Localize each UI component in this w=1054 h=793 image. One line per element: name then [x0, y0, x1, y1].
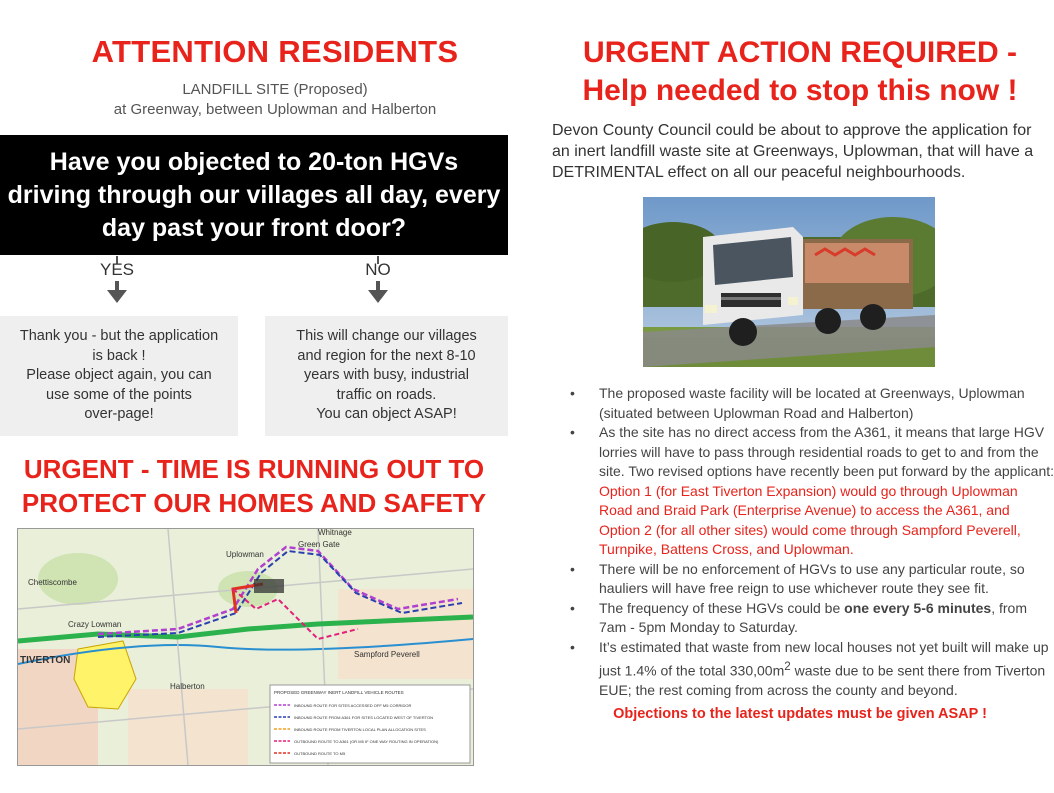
yes-text-line-1: Thank you - but the application	[19, 328, 219, 345]
subtitle-line-2: at Greenway, between Uplowman and Halberton	[113, 101, 437, 118]
yes-text-line-3: Please object again, you can	[26, 367, 212, 384]
svg-text:OUTBOUND ROUTE TO M5: OUTBOUND ROUTE TO M5	[294, 751, 346, 756]
svg-text:Chettiscombe: Chettiscombe	[28, 578, 77, 587]
yes-text-line-2: is back !	[92, 347, 146, 364]
truck-photo	[643, 197, 935, 367]
point-frequency-bold: one every 5-6 minutes	[844, 599, 992, 616]
point-location-text: The proposed waste facility will be located at Greenways, Uplowman (situated between Uplowman Road and Halberton)	[599, 385, 1025, 421]
question-line-3: day past your front door?	[101, 213, 407, 242]
point-enforcement	[570, 560, 1054, 599]
svg-text:INBOUND ROUTE FROM A361 FOR SI: INBOUND ROUTE FROM A361 FOR SITES LOCATED WEST OF TIVERTON	[294, 715, 433, 720]
no-text-line-3: years with busy, industrial	[304, 367, 469, 384]
svg-text:Crazy Lowman: Crazy Lowman	[68, 620, 122, 629]
route-map-svg	[18, 529, 473, 765]
svg-text:PROPOSED GREENWAY INERT LANDFI: PROPOSED GREENWAY INERT LANDFILL VEHICLE ROUTES	[274, 690, 404, 695]
point-access	[570, 423, 1054, 560]
yes-answer-box	[0, 316, 238, 436]
intro-paragraph: Devon County Council could be about to approve the application for an inert landfill waste site at Greenways, Uplowman, that will have a DETRIMENTAL effect on all our peaceful neighbourhoods.	[552, 122, 1034, 181]
question-box	[0, 135, 508, 255]
route-map	[17, 528, 474, 766]
point-location	[570, 384, 1054, 423]
urgent-time-line-1: URGENT - TIME IS RUNNING OUT TO	[23, 454, 485, 484]
point-frequency	[570, 599, 1054, 638]
point-frequency-text-b: , from 7am - 5pm Monday to Saturday.	[599, 599, 1027, 635]
point-waste-text-a: It’s estimated that waste from new local houses not yet built will make up just 1.4% of the total 330,00m	[599, 638, 1049, 679]
point-access-text: As the site has no direct access from the A361, it means that large HGV lorries will have to pass through residential roads to get to and from the site. Two revised options have recently been put forward by the applicant:	[599, 424, 1054, 479]
points-list	[570, 384, 1054, 701]
urgent-time-heading	[0, 452, 508, 520]
svg-text:OUTBOUND ROUTE TO A361 (OR M5: OUTBOUND ROUTE TO A361 (OR M5 IF ONE WAY ROUTING IN OPERATION)	[294, 739, 439, 744]
no-text-line-5: You can object ASAP!	[316, 406, 457, 423]
svg-text:INBOUND ROUTE FOR SITES ACCESS: INBOUND ROUTE FOR SITES ACCESSED OFF M5 CORRIDOR	[294, 703, 412, 708]
no-text-line-1: This will change our villages	[296, 328, 477, 345]
point-waste-text-b: waste due to be sent there from Tiverton EUE; the rest coming from across the county and beyond.	[599, 662, 1046, 699]
svg-text:Whitnage: Whitnage	[318, 529, 352, 537]
truck-photo-svg	[643, 197, 935, 367]
point-enforcement-text: There will be no enforcement of HGVs to use any particular route, so hauliers will have free reign to use whichever route they see fit.	[599, 560, 1025, 596]
yes-text-line-4: use some of the points	[46, 386, 192, 403]
svg-text:Uplowman: Uplowman	[226, 550, 264, 559]
svg-text:INBOUND ROUTE FROM TIVERTON LO: INBOUND ROUTE FROM TIVERTON LOCAL PLAN ALLOCATION SITES	[294, 727, 426, 732]
no-text-line-4: traffic on roads.	[336, 386, 437, 403]
svg-text:Halberton: Halberton	[170, 682, 205, 691]
yes-text-line-5: over-page!	[84, 406, 154, 423]
point-frequency-text-a: The frequency of these HGVs could be	[599, 599, 845, 616]
attention-title: ATTENTION RESIDENTS	[91, 34, 459, 69]
question-line-2: driving through our villages all day, every	[7, 180, 501, 209]
svg-text:Sampford Peverell: Sampford Peverell	[354, 650, 420, 659]
no-down-arrow-icon	[368, 290, 388, 303]
point-waste-origin	[570, 638, 1054, 701]
no-answer-box	[265, 316, 508, 436]
urgent-action-heading	[560, 34, 1040, 110]
svg-text:TIVERTON: TIVERTON	[20, 655, 71, 666]
no-label: NO	[365, 260, 391, 279]
objections-notice: Objections to the latest updates must be given ASAP !	[613, 706, 987, 722]
urgent-action-line-2: Help needed to stop this now !	[582, 74, 1018, 107]
question-line-1: Have you objected to 20-ton HGVs	[49, 147, 459, 176]
point-access-options: Option 1 (for East Tiverton Expansion) would go through Uplowman Road and Braid Park (Enterprise Avenue) to access the A361, and Option 2 (for all other sites) would come through Sampford Peverell, Turnpike, Battens Cross, and Uplowman.	[599, 482, 1021, 557]
urgent-time-line-2: PROTECT OUR HOMES AND SAFETY	[21, 488, 487, 518]
subtitle-line-1: LANDFILL SITE (Proposed)	[182, 81, 368, 98]
no-text-line-2: and region for the next 8-10	[297, 347, 476, 364]
point-waste-sup: 2	[784, 660, 791, 673]
svg-text:Green Gate: Green Gate	[298, 540, 340, 549]
landfill-subtitle	[40, 80, 510, 120]
yes-down-arrow-icon	[107, 290, 127, 303]
yes-label: YES	[99, 260, 135, 279]
urgent-action-line-1: URGENT ACTION REQUIRED -	[583, 36, 1017, 69]
